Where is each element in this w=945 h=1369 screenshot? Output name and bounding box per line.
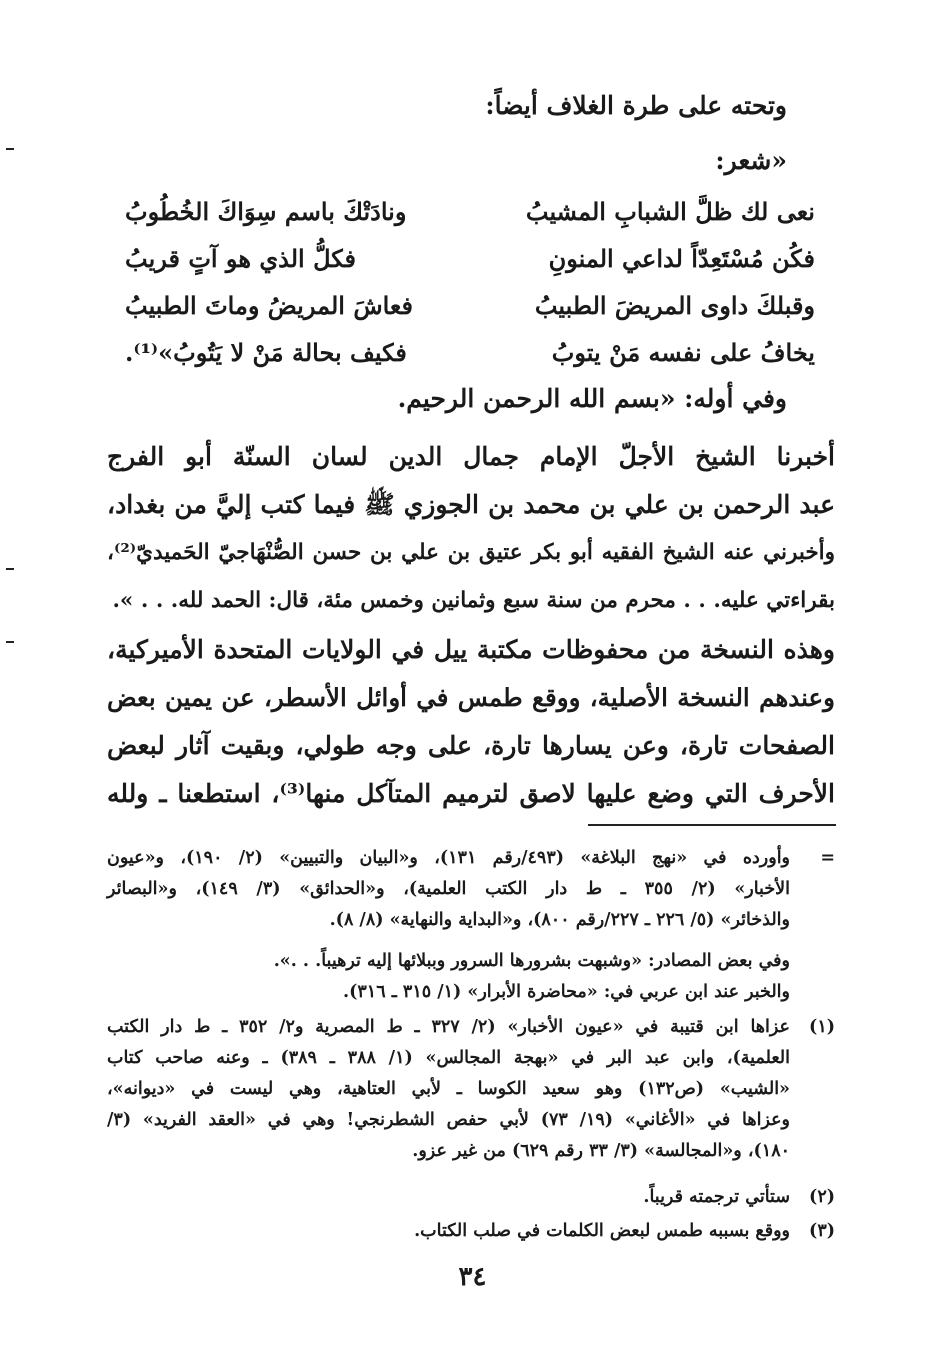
isnad-paragraph	[107, 433, 835, 625]
footnote-line: ستأتي ترجمته قريباً.	[643, 1187, 790, 1207]
beginning-line: وفي أوله: «بسم الله الرحمن الرحيم.	[397, 384, 787, 413]
paragraph-line: وأخبرني عنه الشيخ الفقيه أبو بكر عتيق بن علي بن حسن الصُّنْهَاجيّ الحَميديّ⁽²⁾،	[107, 540, 835, 565]
footnote-line: عزاها ابن قتيبة في «عيون الأخبار» (٢/ ٣٢٧ ـ ط المصرية و٢/ ٣٥٢ ـ ط دار الكتب	[107, 1017, 790, 1037]
footnote-2	[107, 1182, 790, 1213]
footnote-3	[107, 1216, 790, 1247]
margin-mark	[6, 641, 14, 643]
verse-second-hemistich: فكلُّ الذي هو آتٍ قريبُ	[125, 244, 356, 273]
poem-label: «شعر:	[715, 146, 787, 175]
footnote-extra	[107, 946, 790, 1008]
footnote-line: وفي بعض المصادر: «وشبهت بشرورها السرور وببلائها إليه ترهيباً. . .».	[273, 951, 790, 971]
paragraph-line: وعندهم النسخة الأصلية، ووقع طمس في أوائل الأسطر، عن يمين بعض	[107, 683, 835, 712]
poem-verse	[125, 190, 835, 234]
footnote-line: والخبر عند ابن عربي في: «محاضرة الأبرار» (١/ ٣١٥ ـ ٣١٦).	[343, 982, 790, 1002]
page-number: ٣٤	[458, 1262, 487, 1292]
continuation-marker: =	[820, 848, 835, 868]
verse-first-hemistich: يخافُ على نفسه مَنْ يتوبُ	[551, 338, 815, 367]
paragraph-line: أخبرنا الشيخ الأجلّ الإمام جمال الدين لسان السنّة أبو الفرج	[107, 442, 835, 471]
verse-second-hemistich: فعاشَ المريضُ وماتَ الطبيبُ	[125, 291, 413, 320]
footnote-line: وأورده في «نهج البلاغة» (٤٩٣/رقم ١٣١)، و«البيان والتبيين» (٢/ ١٩٠)، و«عيون	[107, 848, 791, 868]
poem-verse	[125, 284, 835, 328]
paragraph-line: الأحرف التي وضع عليها لاصق لترميم المتآكل منها⁽³⁾، استطعنا ـ ولله	[107, 779, 835, 808]
margin-mark	[6, 148, 14, 150]
footnote-line: ووقع بسببه طمس لبعض الكلمات في صلب الكتاب.	[414, 1221, 790, 1241]
footnote-line: الأخبار» (٢/ ٣٥٥ ـ ط دار الكتب العلمية)، و«الحدائق» (٣/ ١٤٩)، و«البصائر	[107, 879, 790, 899]
footnote-line: العلمية)، وابن عبد البر في «بهجة المجالس» (١/ ٣٨٨ ـ ٣٨٩) ـ وعنه صاحب كتاب	[107, 1048, 791, 1068]
footnote-number: (١)	[809, 1017, 835, 1037]
verse-second-hemistich: ونادَتْكَ باسم سِوَاكَ الخُطُوبُ	[125, 197, 407, 226]
footnote-1	[107, 1012, 790, 1167]
footnote-line: والذخائر» (٥/ ٢٢٦ ـ ٢٢٧/رقم ٨٠٠)، و«البداية والنهاية» (٨/ ٨).	[329, 910, 790, 930]
paragraph-line: الصفحات تارة، وعن يسارها تارة، على وجه طولي، وبقيت آثار لبعض	[107, 731, 835, 760]
verse-first-hemistich: وقبلكَ داوى المريضَ الطبيبُ	[534, 291, 815, 320]
poem-verse	[125, 331, 835, 375]
verse-second-hemistich: فكيف بحالة مَنْ لا يَتُوبُ»⁽¹⁾.	[125, 338, 407, 367]
paragraph-line: وهذه النسخة من محفوظات مكتبة ييل في الولايات المتحدة الأميركية،	[107, 635, 835, 664]
paragraph-line: عبد الرحمن بن علي بن محمد بن الجوزي ﷺ فيما كتب إليَّ من بغداد،	[107, 490, 835, 519]
footnote-line: وعزاها في «الأغاني» (١٩/ ٧٣) لأبي حفص الشطرنجي! وهي في «العقد الفريد» (٣/	[107, 1110, 791, 1130]
verse-first-hemistich: نعى لك ظلَّ الشبابِ المشيبُ	[525, 197, 815, 226]
margin-mark	[6, 568, 14, 570]
footnote-separator	[588, 824, 836, 826]
verse-first-hemistich: فكُن مُسْتَعِدّاً لداعي المنونِ	[548, 244, 815, 273]
footnote-continued	[107, 843, 790, 936]
footnote-line: «الشيب» (ص١٣٢) وهو سعيد الكوسا ـ لأبي العتاهية، وهي ليست في «ديوانه»،	[107, 1079, 790, 1099]
poem-verse	[125, 237, 835, 281]
manuscript-paragraph	[107, 626, 835, 818]
paragraph-line: بقراءتي عليه. . . محرم من سنة سبع وثمانين وخمس مئة، قال: الحمد لله. . . ».	[112, 588, 835, 613]
intro-line: وتحته على طرة الغلاف أيضاً:	[485, 91, 787, 120]
footnote-line: ١٨٠)، و«المجالسة» (٣/ ٣٣ رقم ٦٢٩) من غير عزو.	[412, 1141, 790, 1161]
footnote-number: (٢)	[809, 1187, 835, 1207]
footnote-number: (٣)	[809, 1221, 835, 1241]
